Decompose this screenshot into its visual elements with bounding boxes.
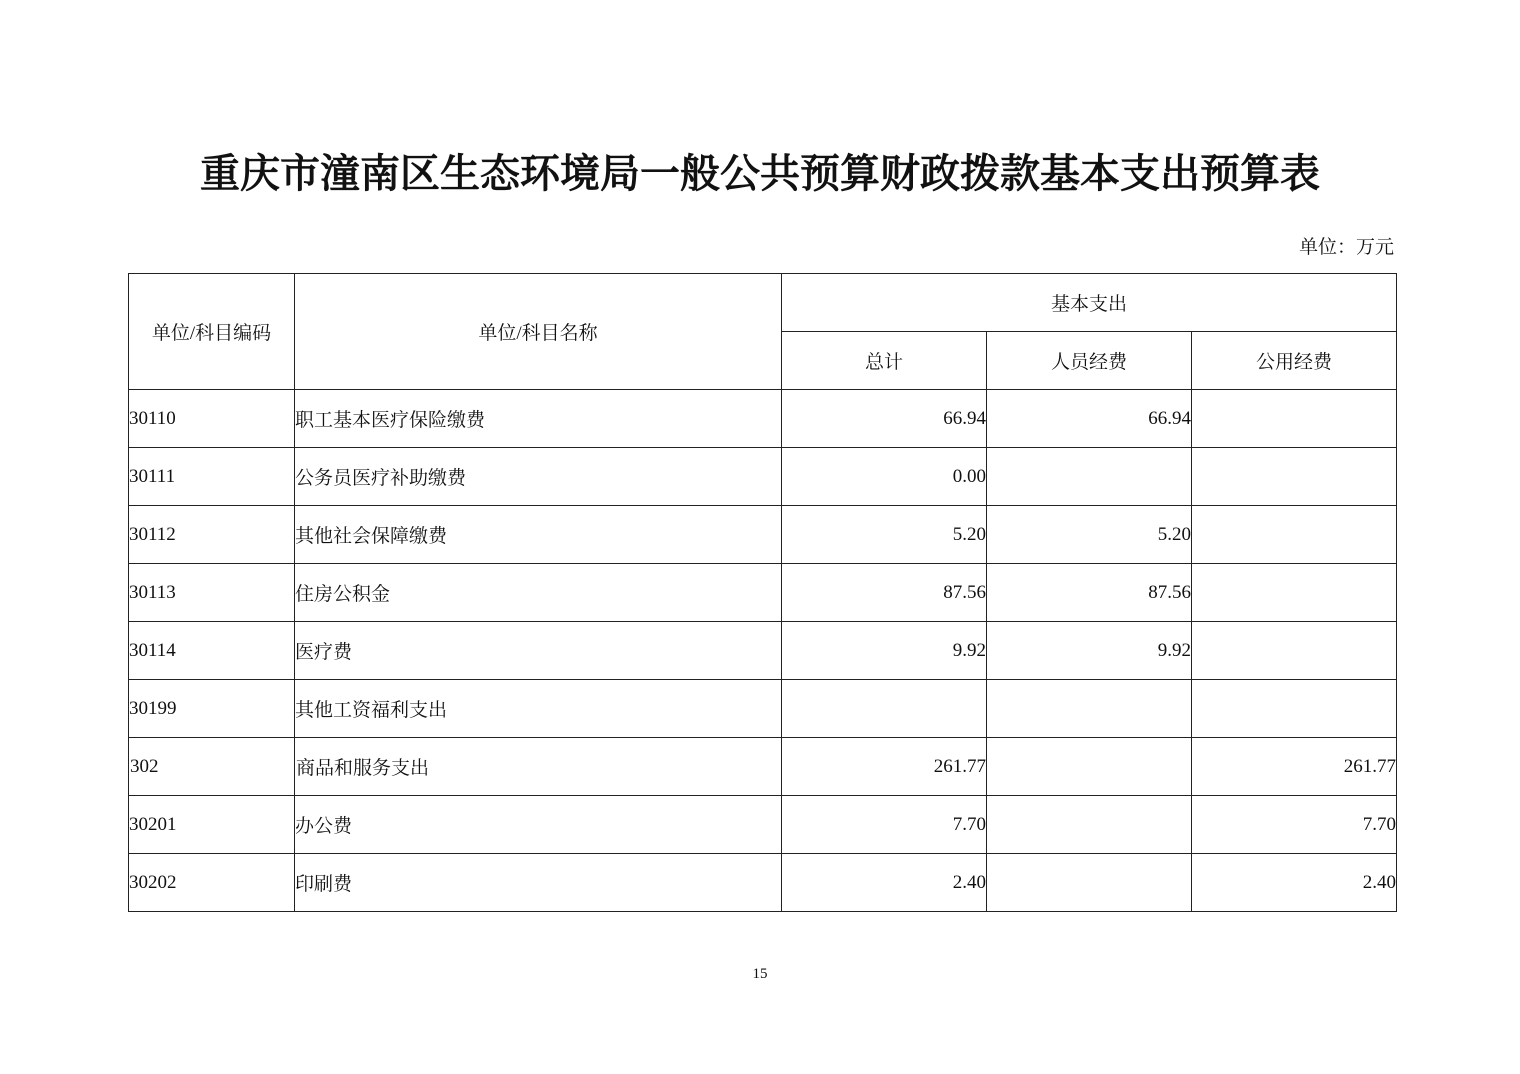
row-total-cell: 66.94 [782,390,987,448]
table-row [129,738,1397,796]
row-name-cell: 商品和服务支出 [295,738,782,796]
table-row [129,622,1397,680]
row-total-cell: 5.20 [782,506,987,564]
header-row-1 [129,274,1397,332]
table-body [129,390,1397,912]
header-basic-expenditure: 基本支出 [782,274,1397,332]
row-name-cell: 其他工资福利支出 [295,680,782,738]
row-public-cell [1192,448,1397,506]
row-personnel-cell [987,738,1192,796]
row-code-cell: 30202 [129,854,295,912]
row-name-cell: 其他社会保障缴费 [295,506,782,564]
row-name-cell: 印刷费 [295,854,782,912]
row-personnel-cell: 9.92 [987,622,1192,680]
row-code-cell: 302 [129,738,295,796]
table-row [129,506,1397,564]
row-code-cell: 30110 [129,390,295,448]
row-code-cell: 30201 [129,796,295,854]
row-total-cell: 0.00 [782,448,987,506]
table-row [129,448,1397,506]
row-public-cell [1192,564,1397,622]
header-public: 公用经费 [1192,332,1397,390]
row-personnel-cell [987,796,1192,854]
row-name-cell: 公务员医疗补助缴费 [295,448,782,506]
row-personnel-cell [987,448,1192,506]
row-total-cell: 2.40 [782,854,987,912]
row-personnel-cell [987,680,1192,738]
row-name-cell: 住房公积金 [295,564,782,622]
row-public-cell [1192,506,1397,564]
unit-label: 单位：万元 [1298,236,1394,258]
header-code: 单位/科目编码 [129,274,295,390]
table-row [129,680,1397,738]
table-row [129,796,1397,854]
row-personnel-cell: 66.94 [987,390,1192,448]
row-code-cell: 30112 [129,506,295,564]
row-name-cell: 医疗费 [295,622,782,680]
row-code-cell: 30111 [129,448,295,506]
header-personnel: 人员经费 [987,332,1192,390]
table-row [129,854,1397,912]
row-public-cell: 7.70 [1192,796,1397,854]
row-total-cell: 261.77 [782,738,987,796]
row-code-cell: 30114 [129,622,295,680]
row-code-cell: 30113 [129,564,295,622]
page-title: 重庆市潼南区生态环境局一般公共预算财政拨款基本支出预算表 [200,150,1320,197]
header-name: 单位/科目名称 [295,274,782,390]
row-public-cell [1192,622,1397,680]
row-total-cell [782,680,987,738]
row-personnel-cell: 87.56 [987,564,1192,622]
page-number: 15 [752,966,768,982]
budget-table [128,273,1397,912]
row-name-cell: 职工基本医疗保险缴费 [295,390,782,448]
row-personnel-cell: 5.20 [987,506,1192,564]
row-public-cell [1192,390,1397,448]
header-total: 总计 [782,332,987,390]
row-public-cell: 261.77 [1192,738,1397,796]
row-total-cell: 9.92 [782,622,987,680]
table-row [129,390,1397,448]
row-personnel-cell [987,854,1192,912]
row-code-cell: 30199 [129,680,295,738]
row-total-cell: 87.56 [782,564,987,622]
row-total-cell: 7.70 [782,796,987,854]
row-public-cell: 2.40 [1192,854,1397,912]
row-public-cell [1192,680,1397,738]
row-name-cell: 办公费 [295,796,782,854]
table-row [129,564,1397,622]
